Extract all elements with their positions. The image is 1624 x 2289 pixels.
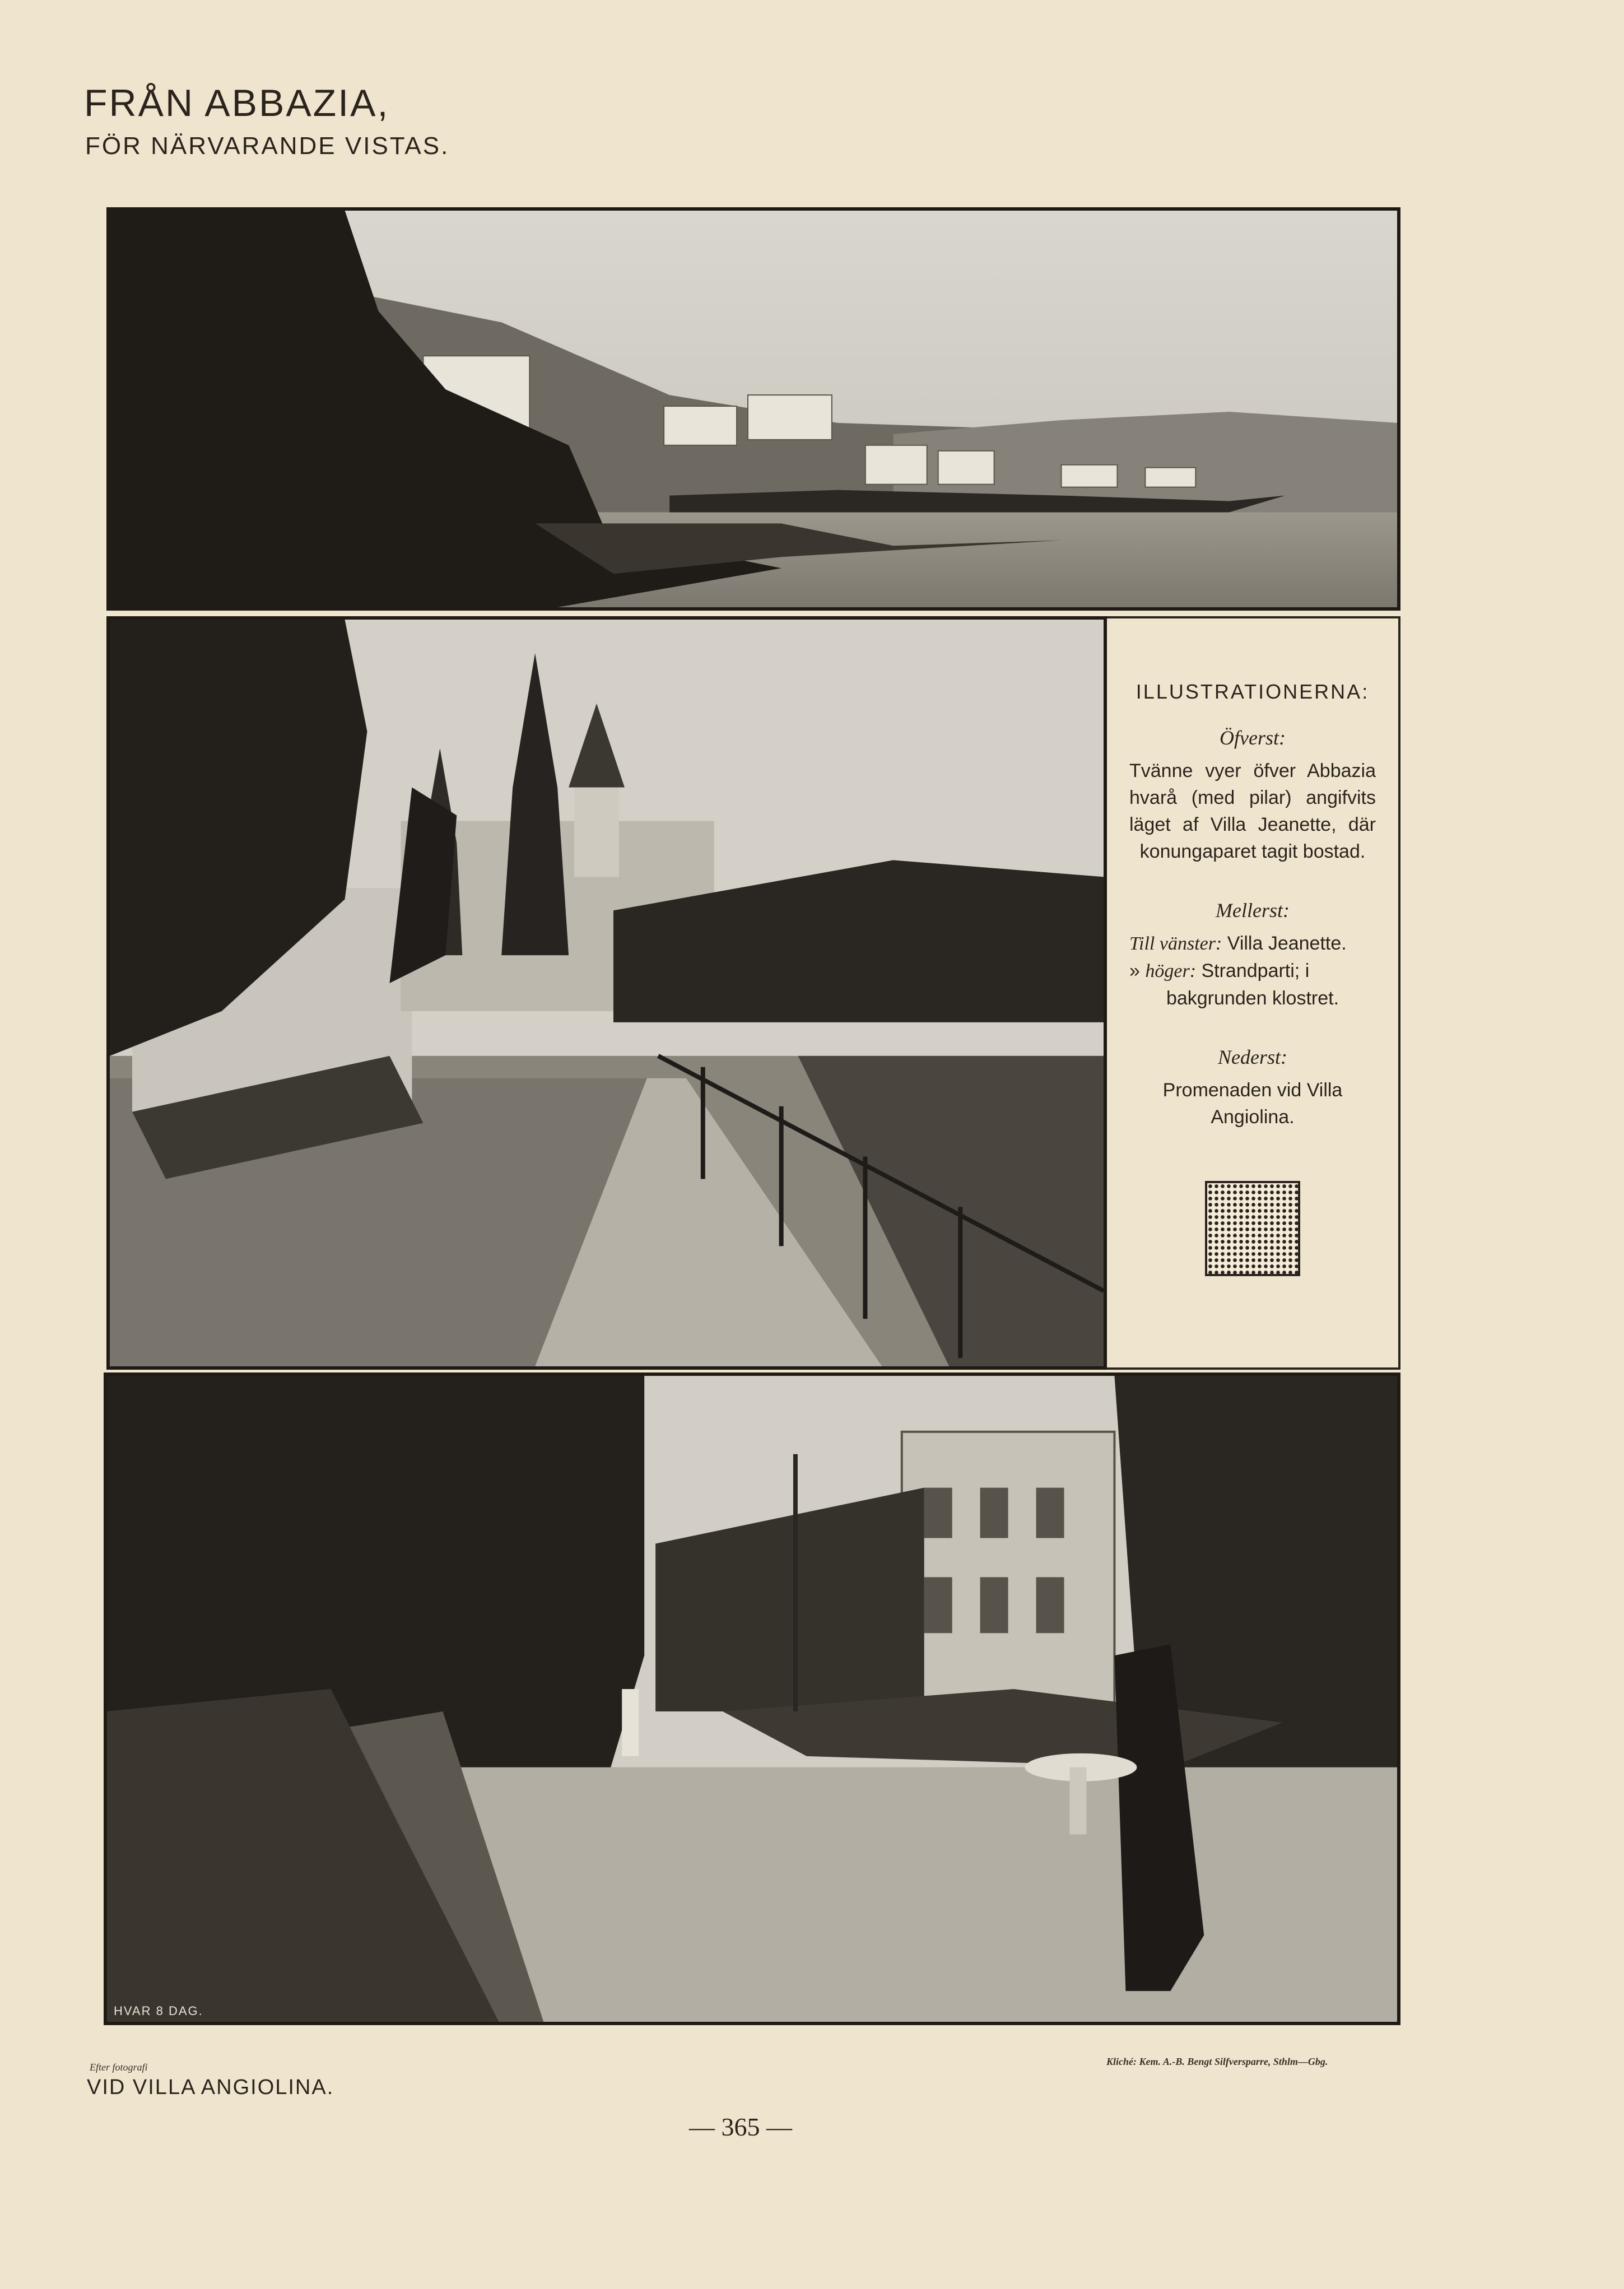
caption-middle-label: Mellerst: [1216,899,1290,922]
printer-credit: Kliché: Kem. A.-B. Bengt Silfversparre, Sthlm—Gbg. [1106,2056,1328,2067]
page-subtitle: FÖR NÄRVARANDE VISTAS. [85,132,450,160]
photo-credit: Efter fotografi [90,2062,148,2073]
caption-middle-right-text2: bakgrunden klostret. [1166,988,1339,1009]
illustrations-caption-box [1107,616,1400,1370]
caption-middle-left [1129,930,1376,957]
bottom-caption: VID VILLA ANGIOLINA. [87,2076,334,2099]
page-number: — 365 — [689,2113,792,2141]
page-title: FRÅN ABBAZIA, [84,82,390,124]
halftone-sample [1205,1181,1300,1276]
caption-middle-right [1129,957,1376,985]
photo-mark: HVAR 8 DAG. [114,2004,203,2018]
photo-bottom-villa-angiolina [104,1373,1400,2025]
caption-bottom-text: Promenaden vid Villa Angiolina. [1162,1080,1343,1128]
caption-middle-right-text: Strandparti; i [1201,960,1310,981]
caption-middle-right-label: höger: [1145,961,1197,981]
photo-middle-villa-jeanette [106,616,1107,1370]
photo-top-coast [106,207,1400,611]
caption-bottom-label: Nederst: [1218,1046,1287,1068]
caption-top-label: Öfverst: [1220,727,1286,749]
caption-middle-right-prefix: » [1129,960,1140,981]
caption-middle-left-text: Villa Jeanette. [1227,933,1347,954]
caption-middle-left-label: Till vänster: [1129,933,1222,954]
caption-heading: ILLUSTRATIONERNA: [1136,680,1370,703]
caption-top-text: Tvänne vyer öfver Abbazia hvarå (med pilar) angifvits läget af Villa Jeanette, där konungaparet tagit bostad. [1129,760,1376,862]
